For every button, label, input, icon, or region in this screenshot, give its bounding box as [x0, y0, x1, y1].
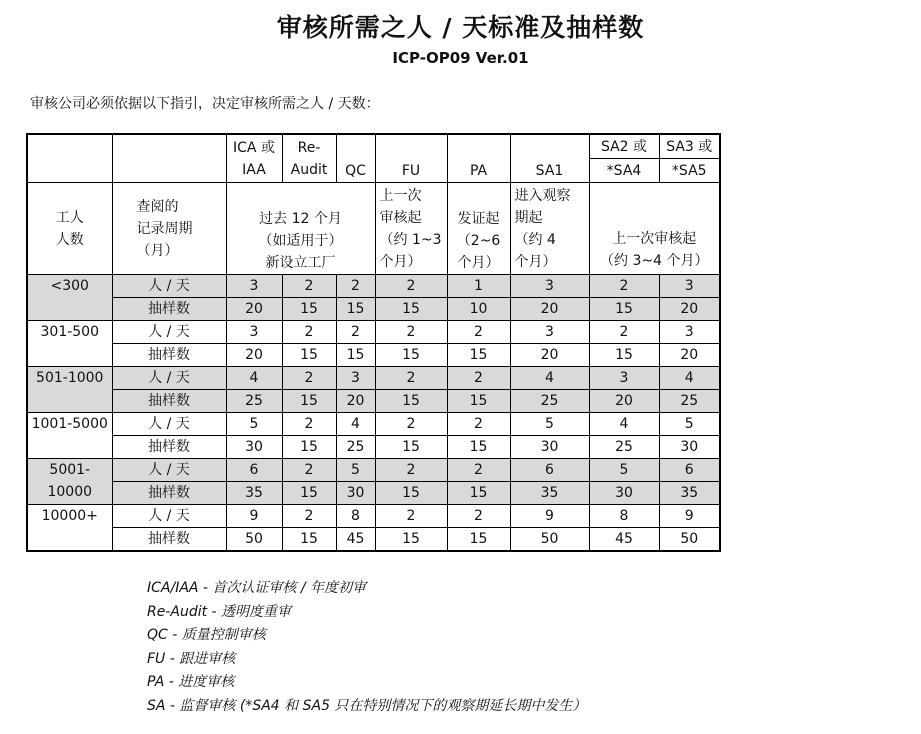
value-cell: 2: [447, 367, 510, 390]
value-cell: 3: [226, 275, 282, 298]
legend: [147, 577, 586, 719]
value-cell: 15: [282, 528, 336, 552]
value-cell: 15: [282, 436, 336, 459]
row-label-cell: 抽样数: [112, 344, 226, 367]
value-cell: 3: [510, 275, 589, 298]
subheader-sa1-period: 进入观察 期起 （约 4 个月）: [510, 183, 589, 275]
value-cell: 35: [226, 482, 282, 505]
value-cell: 8: [336, 505, 375, 528]
value-cell: 30: [226, 436, 282, 459]
value-cell: 20: [226, 344, 282, 367]
value-cell: 20: [510, 344, 589, 367]
header-sa5: *SA5: [659, 159, 720, 183]
value-cell: 2: [447, 505, 510, 528]
subheader-period: 查阅的 记录周期 （月）: [112, 183, 226, 275]
table-row: [27, 436, 720, 459]
value-cell: 2: [336, 321, 375, 344]
legend-item: Re-Audit - 透明度重审: [147, 603, 292, 620]
value-cell: 2: [375, 275, 447, 298]
subheader-past12: 过去 12 个月 （如适用于） 新设立工厂: [226, 183, 375, 275]
row-label-cell: 人 / 天: [112, 413, 226, 436]
value-cell: 15: [282, 390, 336, 413]
value-cell: 10: [447, 298, 510, 321]
table-row: [27, 321, 720, 344]
value-cell: 2: [282, 367, 336, 390]
value-cell: 15: [375, 390, 447, 413]
header-sa3: SA3 或: [659, 134, 720, 159]
value-cell: 20: [226, 298, 282, 321]
subheader-sa-period: 上一次审核起 （约 3~4 个月）: [589, 183, 720, 275]
value-cell: 3: [659, 321, 720, 344]
document-code: ICP-OP09 Ver.01: [392, 49, 529, 67]
value-cell: 15: [336, 298, 375, 321]
legend-item: PA - 进度审核: [147, 674, 235, 691]
table-row: [27, 390, 720, 413]
row-label-cell: 抽样数: [112, 528, 226, 552]
worker-range-cell: 10000+: [27, 505, 112, 552]
table-row: [27, 344, 720, 367]
value-cell: 50: [510, 528, 589, 552]
value-cell: 15: [336, 344, 375, 367]
value-cell: 15: [447, 482, 510, 505]
header-sa1: SA1: [510, 134, 589, 183]
worker-range-cell: 5001- 10000: [27, 459, 112, 505]
value-cell: 2: [282, 413, 336, 436]
row-label-cell: 人 / 天: [112, 321, 226, 344]
value-cell: 15: [282, 344, 336, 367]
value-cell: 5: [336, 459, 375, 482]
value-cell: 45: [589, 528, 659, 552]
header-pa: PA: [447, 134, 510, 183]
subheader-pa-period: 发证起 （2~6 个月）: [447, 183, 510, 275]
header-sa2: SA2 或: [589, 134, 659, 159]
value-cell: 4: [659, 367, 720, 390]
row-label-cell: 人 / 天: [112, 275, 226, 298]
value-cell: 5: [510, 413, 589, 436]
value-cell: 50: [226, 528, 282, 552]
subheader-fu-period: 上一次 审核起 （约 1~3 个月）: [375, 183, 447, 275]
table-row: [27, 298, 720, 321]
value-cell: 4: [226, 367, 282, 390]
value-cell: 15: [589, 298, 659, 321]
legend-item: FU - 跟进审核: [147, 650, 236, 667]
value-cell: 4: [589, 413, 659, 436]
value-cell: 4: [336, 413, 375, 436]
legend-item: ICA/IAA - 首次认证审核 / 年度初审: [147, 580, 367, 596]
value-cell: 15: [447, 528, 510, 552]
value-cell: 15: [447, 344, 510, 367]
value-cell: 35: [659, 482, 720, 505]
value-cell: 6: [510, 459, 589, 482]
header-sa4: *SA4: [589, 159, 659, 183]
value-cell: 15: [375, 528, 447, 552]
value-cell: 50: [659, 528, 720, 552]
value-cell: 2: [375, 459, 447, 482]
value-cell: 20: [659, 298, 720, 321]
value-cell: 9: [510, 505, 589, 528]
table-row: [27, 528, 720, 552]
value-cell: 15: [375, 482, 447, 505]
table-row: [27, 459, 720, 482]
value-cell: 3: [226, 321, 282, 344]
value-cell: 15: [375, 298, 447, 321]
subheader-workers: 工人 人数: [27, 183, 112, 275]
value-cell: 30: [659, 436, 720, 459]
value-cell: 2: [589, 321, 659, 344]
row-label-cell: 人 / 天: [112, 367, 226, 390]
header-fu: FU: [375, 134, 447, 183]
value-cell: 30: [589, 482, 659, 505]
value-cell: 3: [510, 321, 589, 344]
value-cell: 2: [375, 367, 447, 390]
blank-header-cell: [27, 134, 112, 183]
value-cell: 4: [510, 367, 589, 390]
header-ica: ICA 或 IAA: [226, 134, 282, 183]
row-label-cell: 抽样数: [112, 436, 226, 459]
value-cell: 3: [659, 275, 720, 298]
value-cell: 30: [336, 482, 375, 505]
value-cell: 15: [282, 482, 336, 505]
row-label-cell: 人 / 天: [112, 505, 226, 528]
value-cell: 2: [282, 505, 336, 528]
worker-range-cell: 1001-5000: [27, 413, 112, 459]
worker-range-cell: 301-500: [27, 321, 112, 367]
value-cell: 25: [659, 390, 720, 413]
value-cell: 20: [510, 298, 589, 321]
value-cell: 20: [589, 390, 659, 413]
table-row: [27, 367, 720, 390]
header-qc: QC: [336, 134, 375, 183]
value-cell: 2: [375, 505, 447, 528]
row-label-cell: 抽样数: [112, 482, 226, 505]
value-cell: 2: [375, 321, 447, 344]
value-cell: 20: [336, 390, 375, 413]
table-row: [27, 482, 720, 505]
value-cell: 9: [659, 505, 720, 528]
table-row: [27, 275, 720, 298]
row-label-cell: 抽样数: [112, 390, 226, 413]
value-cell: 2: [589, 275, 659, 298]
value-cell: 2: [336, 275, 375, 298]
value-cell: 25: [336, 436, 375, 459]
value-cell: 2: [447, 459, 510, 482]
value-cell: 2: [282, 275, 336, 298]
value-cell: 3: [589, 367, 659, 390]
value-cell: 3: [336, 367, 375, 390]
value-cell: 45: [336, 528, 375, 552]
value-cell: 30: [510, 436, 589, 459]
row-label-cell: 抽样数: [112, 298, 226, 321]
value-cell: 5: [659, 413, 720, 436]
value-cell: 20: [659, 344, 720, 367]
value-cell: 8: [589, 505, 659, 528]
value-cell: 15: [447, 436, 510, 459]
value-cell: 15: [447, 390, 510, 413]
value-cell: 6: [226, 459, 282, 482]
value-cell: 25: [589, 436, 659, 459]
table-row: [27, 413, 720, 436]
value-cell: 2: [282, 459, 336, 482]
value-cell: 9: [226, 505, 282, 528]
audit-standards-table: [26, 133, 721, 552]
row-label-cell: 人 / 天: [112, 459, 226, 482]
value-cell: 2: [375, 413, 447, 436]
value-cell: 6: [659, 459, 720, 482]
intro-text: 审核公司必须依据以下指引，决定审核所需之人 / 天数：: [30, 96, 380, 112]
table-row: [27, 505, 720, 528]
value-cell: 25: [510, 390, 589, 413]
value-cell: 2: [282, 321, 336, 344]
value-cell: 15: [375, 436, 447, 459]
page-title: 审核所需之人 / 天标准及抽样数: [276, 13, 645, 42]
blank-header-cell: [112, 134, 226, 183]
legend-item: QC - 质量控制审核: [147, 627, 266, 644]
value-cell: 25: [226, 390, 282, 413]
value-cell: 15: [375, 344, 447, 367]
worker-range-cell: <300: [27, 275, 112, 321]
value-cell: 1: [447, 275, 510, 298]
legend-item: SA - 监督审核 (*SA4 和 SA5 只在特别情况下的观察期延长期中发生）: [147, 697, 587, 714]
value-cell: 5: [589, 459, 659, 482]
value-cell: 5: [226, 413, 282, 436]
value-cell: 15: [589, 344, 659, 367]
value-cell: 15: [282, 298, 336, 321]
value-cell: 2: [447, 321, 510, 344]
header-reaudit: Re- Audit: [282, 134, 336, 183]
worker-range-cell: 501-1000: [27, 367, 112, 413]
value-cell: 2: [447, 413, 510, 436]
value-cell: 35: [510, 482, 589, 505]
